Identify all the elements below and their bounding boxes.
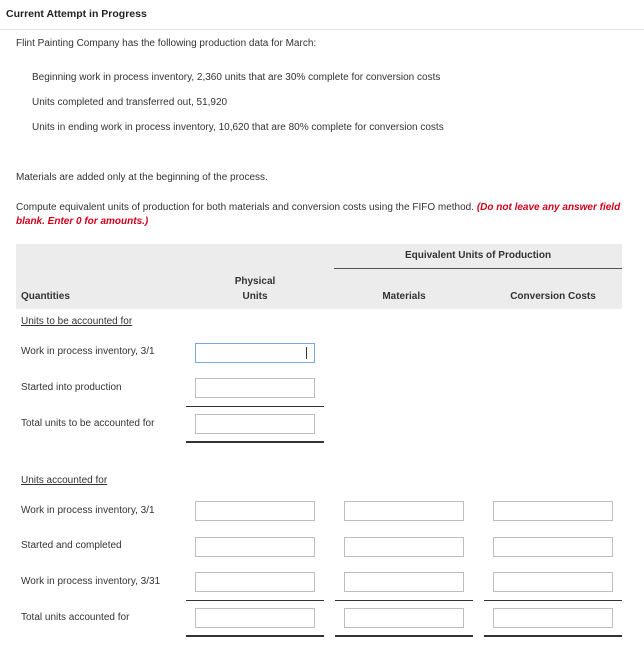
materials-started-completed-input[interactable]: [344, 537, 464, 557]
row-label-started-and-completed: Started and completed: [21, 540, 122, 551]
physical-units-wip-begin-input[interactable]: [195, 501, 315, 521]
fact-units-completed: Units completed and transferred out, 51,920: [32, 97, 228, 108]
row-label-total-to-be-accounted: Total units to be accounted for: [21, 418, 155, 429]
conversion-subtotal-rule: [484, 600, 622, 601]
total-double-rule: [186, 441, 324, 443]
equivalent-units-header: Equivalent Units of Production: [404, 250, 552, 261]
conversion-costs-header: Conversion Costs: [510, 291, 596, 302]
equivalent-units-rule: [334, 268, 622, 269]
physical-units-header-line2: Units: [242, 291, 268, 302]
conversion-total-double-rule: [484, 635, 622, 637]
physical-total-double-rule: [186, 635, 324, 637]
row-label-wip-3-1-accounted: Work in process inventory, 3/1: [21, 505, 155, 516]
quantities-header: Quantities: [21, 291, 70, 302]
conversion-wip-end-input[interactable]: [493, 572, 613, 592]
physical-subtotal-rule: [186, 600, 324, 601]
physical-units-started-input[interactable]: [195, 378, 315, 398]
section-units-to-be-accounted-for: Units to be accounted for: [21, 316, 133, 327]
subtotal-rule: [186, 406, 324, 407]
conversion-started-completed-input[interactable]: [493, 537, 613, 557]
row-label-wip-3-31: Work in process inventory, 3/31: [21, 576, 161, 587]
physical-units-header-line1: Physical: [234, 276, 276, 287]
conversion-wip-begin-input[interactable]: [493, 501, 613, 521]
page-title: Current Attempt in Progress: [6, 8, 147, 20]
row-label-wip-3-1: Work in process inventory, 3/1: [21, 346, 155, 357]
physical-units-wip-3-1-input[interactable]: [195, 343, 315, 363]
row-label-total-accounted-for: Total units accounted for: [21, 612, 130, 623]
physical-units-wip-end-input[interactable]: [195, 572, 315, 592]
fact-ending-wip: Units in ending work in process inventory, 10,620 that are 80% complete for conversion costs: [32, 122, 444, 133]
materials-wip-begin-input[interactable]: [344, 501, 464, 521]
instruction-text: [16, 201, 636, 229]
physical-units-total-to-account-input[interactable]: [195, 414, 315, 434]
fact-beginning-wip: Beginning work in process inventory, 2,360 units that are 30% complete for conversion costs: [32, 72, 441, 83]
materials-total-double-rule: [335, 635, 473, 637]
materials-note: Materials are added only at the beginning of the process.: [16, 172, 268, 183]
physical-units-total-accounted-input[interactable]: [195, 608, 315, 628]
materials-total-accounted-input[interactable]: [344, 608, 464, 628]
text-cursor: [306, 347, 307, 359]
instruction-note: (Do not leave any answer field blank. Enter 0 for amounts.): [16, 202, 621, 227]
materials-wip-end-input[interactable]: [344, 572, 464, 592]
row-label-started-into-production: Started into production: [21, 382, 122, 393]
materials-subtotal-rule: [335, 600, 473, 601]
instruction-main: Compute equivalent units of production for both materials and conversion costs using the FIFO method.: [16, 202, 475, 213]
section-units-accounted-for: Units accounted for: [21, 475, 108, 486]
header-divider: [0, 29, 644, 30]
materials-header: Materials: [382, 291, 426, 302]
physical-units-started-completed-input[interactable]: [195, 537, 315, 557]
problem-intro: Flint Painting Company has the following production data for March:: [16, 38, 317, 49]
conversion-total-accounted-input[interactable]: [493, 608, 613, 628]
